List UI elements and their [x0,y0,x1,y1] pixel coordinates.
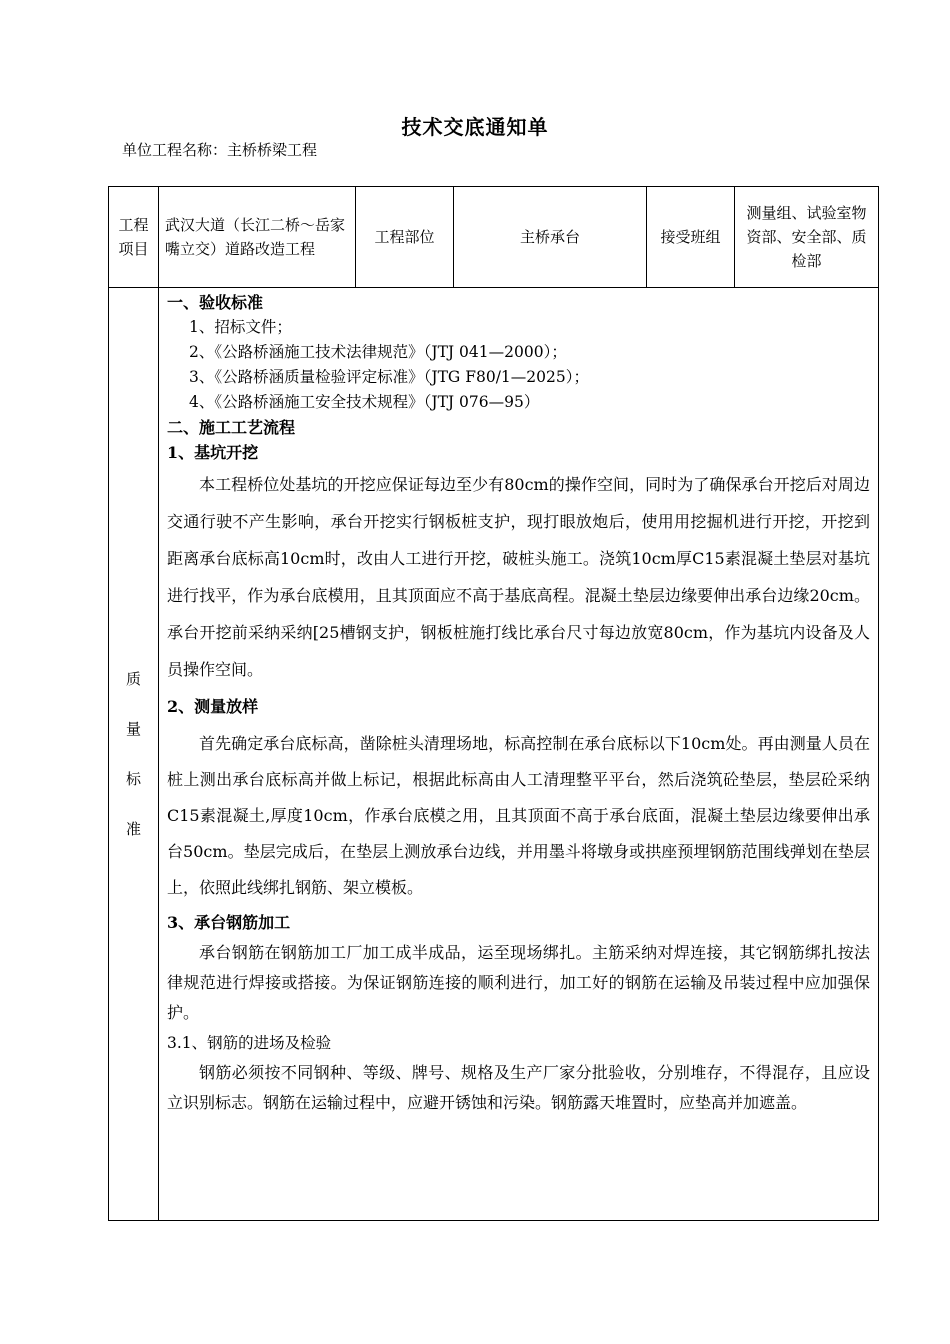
project-value: 武汉大道（长江二桥～岳家嘴立交）道路改造工程 [165,216,346,258]
document-title: 技术交底通知单 [401,115,549,139]
team-value-cell [735,187,879,288]
process-flow-heading: 二、施工工艺流程 [167,418,296,437]
standard-item: 1、招标文件； [189,318,292,336]
standard-item: 4、《公路桥涵施工安全技术规程》（JTJ 076—95） [189,393,540,411]
tech-briefing-table [108,186,879,1221]
part-value: 主桥承台 [519,228,580,246]
excavation-heading: 1、基坑开挖 [167,443,259,462]
side-char: 标 [125,770,141,788]
quality-standard-side-label [109,288,159,1221]
excavation-text: 本工程桥位处基坑的开挖应保证每边至少有80cm的操作空间，同时为了确保承台开挖后对周边交通行驶不产生影响，承台开挖实行钢板桩支护，现打眼放炮后，使用用挖掘机进行开挖，开挖到距离承台底标高10cm时，改由人工进行开挖，破桩头施工。浇筑10cm厚C15素混凝土垫层对基坑进行找平，作为承台底模用，且其顶面应不高于基底高程。混凝土垫层边缘要伸出承台边缘20cm。承台开挖前采纳采纳[25槽钢支护，钢板桩施打线比承台尺寸每边放宽80cm，作为基坑内设备及人员操作空间。 [167,475,870,679]
acceptance-standard-heading: 一、验收标准 [167,293,264,312]
content-cell [159,288,879,1221]
side-char: 准 [125,820,141,838]
side-char: 质 [125,670,141,688]
team-label-cell [647,187,735,288]
team-value: 测量组、试验室物资部、安全部、质检部 [746,204,867,270]
rebar-text: 承台钢筋在钢筋加工厂加工成半成品，运至现场绑扎。主筋采纳对焊连接，其它钢筋绑扎按法律规范进行焊接或搭接。为保证钢筋连接的顺利进行，加工好的钢筋在运输及吊装过程中应加强保护。 [167,943,870,1022]
project-label-cell [109,187,159,288]
project-value-cell [159,187,356,288]
standard-item: 3、《公路桥涵质量检验评定标准》（JTG F80/1—2025）； [189,368,589,386]
side-char: 量 [125,720,141,738]
rebar-inspection-heading: 3.1、钢筋的进场及检验 [167,1034,332,1052]
team-label: 接受班组 [660,228,721,246]
part-label-cell [356,187,454,288]
survey-text: 首先确定承台底标高，凿除桩头清理场地，标高控制在承台底标以下10cm处。再由测量人员在桩上测出承台底标高并做上标记，根据此标高由人工清理整平平台，然后浇筑砼垫层，垫层砼采纳C15素混凝土,厚度10cm，作承台底模之用，且其顶面不高于承台底面，混凝土垫层边缘要伸出承台50cm。垫层完成后，在垫层上测放承台边线，并用墨斗将墩身或拱座预埋钢筋范围线弹划在垫层上，依照此线绑扎钢筋、架立模板。 [167,734,870,897]
part-label: 工程部位 [374,228,435,246]
survey-heading: 2、测量放样 [167,697,259,716]
rebar-inspection-text: 钢筋必须按不同钢种、等级、牌号、规格及生产厂家分批验收，分别堆存，不得混存，且应设立识别标志。钢筋在运输过程中，应避开锈蚀和污染。钢筋露天堆置时，应垫高并加遮盖。 [167,1063,870,1112]
rebar-heading: 3、承台钢筋加工 [167,913,291,932]
standard-item: 2、《公路桥涵施工技术法律规范》（JTJ 041—2000）； [189,343,567,361]
unit-project-name: 单位工程名称：主桥桥梁工程 [122,141,318,159]
part-value-cell [454,187,647,288]
content-row [109,288,879,1221]
header-row [109,187,879,288]
project-label: 工程项目 [118,216,149,258]
